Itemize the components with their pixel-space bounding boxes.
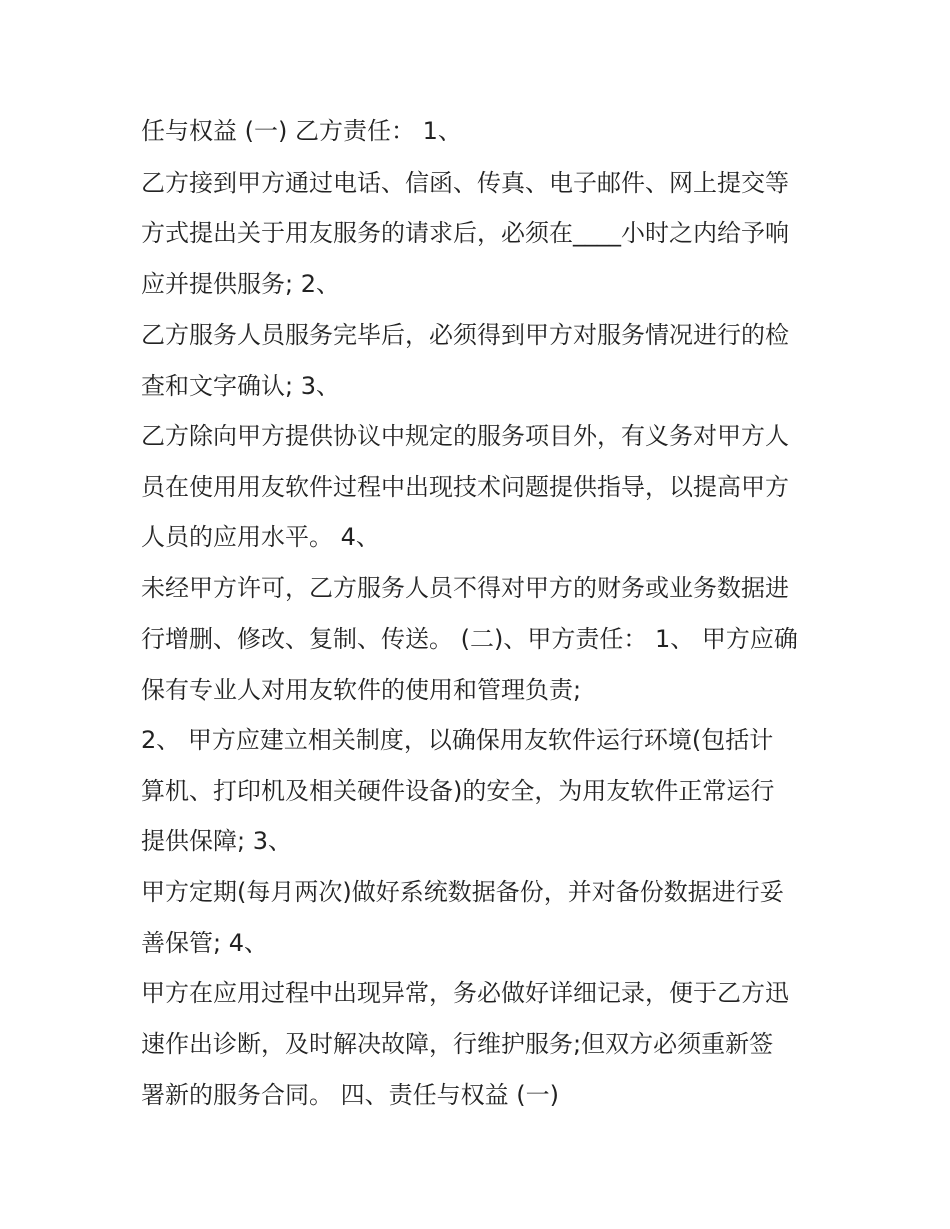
text-line: 未经甲方许可，乙方服务人员不得对甲方的财务或业务数据进	[141, 574, 789, 602]
text-line: 2、 甲方应建立相关制度，以确保用友软件运行环境(包括计	[141, 726, 774, 754]
text-line: 乙方除向甲方提供协议中规定的服务项目外，有义务对甲方人	[141, 422, 789, 450]
text-line: 人员的应用水平。 4、	[141, 523, 380, 551]
text-line: 行增删、修改、复制、传送。 (二)、甲方责任： 1、 甲方应确	[141, 625, 798, 653]
text-line: 甲方在应用过程中出现异常，务必做好详细记录，便于乙方迅	[141, 979, 789, 1007]
text-line: 速作出诊断，及时解决故障，行维护服务;但双方必须重新签	[141, 1030, 774, 1058]
text-line: 乙方接到甲方通过电话、信函、传真、电子邮件、网上提交等	[141, 169, 789, 197]
text-line: 保有专业人对用友软件的使用和管理负责;	[141, 676, 582, 704]
text-line: 署新的服务合同。 四、责任与权益 (一)	[141, 1081, 559, 1109]
text-line: 任与权益 (一) 乙方责任： 1、	[141, 117, 462, 145]
text-line: 提供保障; 3、	[141, 827, 292, 855]
text-line: 查和文字确认; 3、	[141, 372, 340, 400]
text-line: 员在使用用友软件过程中出现技术问题提供指导，以提高甲方	[141, 473, 789, 501]
text-line: 应并提供服务; 2、	[141, 270, 340, 298]
text-line: 算机、打印机及相关硬件设备)的安全，为用友软件正常运行	[141, 777, 775, 805]
text-line: 方式提出关于用友服务的请求后，必须在____小时之内给予响	[141, 219, 789, 247]
text-line: 甲方定期(每月两次)做好系统数据备份，并对备份数据进行妥	[141, 878, 784, 906]
text-line: 善保管; 4、	[141, 929, 268, 957]
text-line: 乙方服务人员服务完毕后，必须得到甲方对服务情况进行的检	[141, 321, 789, 349]
